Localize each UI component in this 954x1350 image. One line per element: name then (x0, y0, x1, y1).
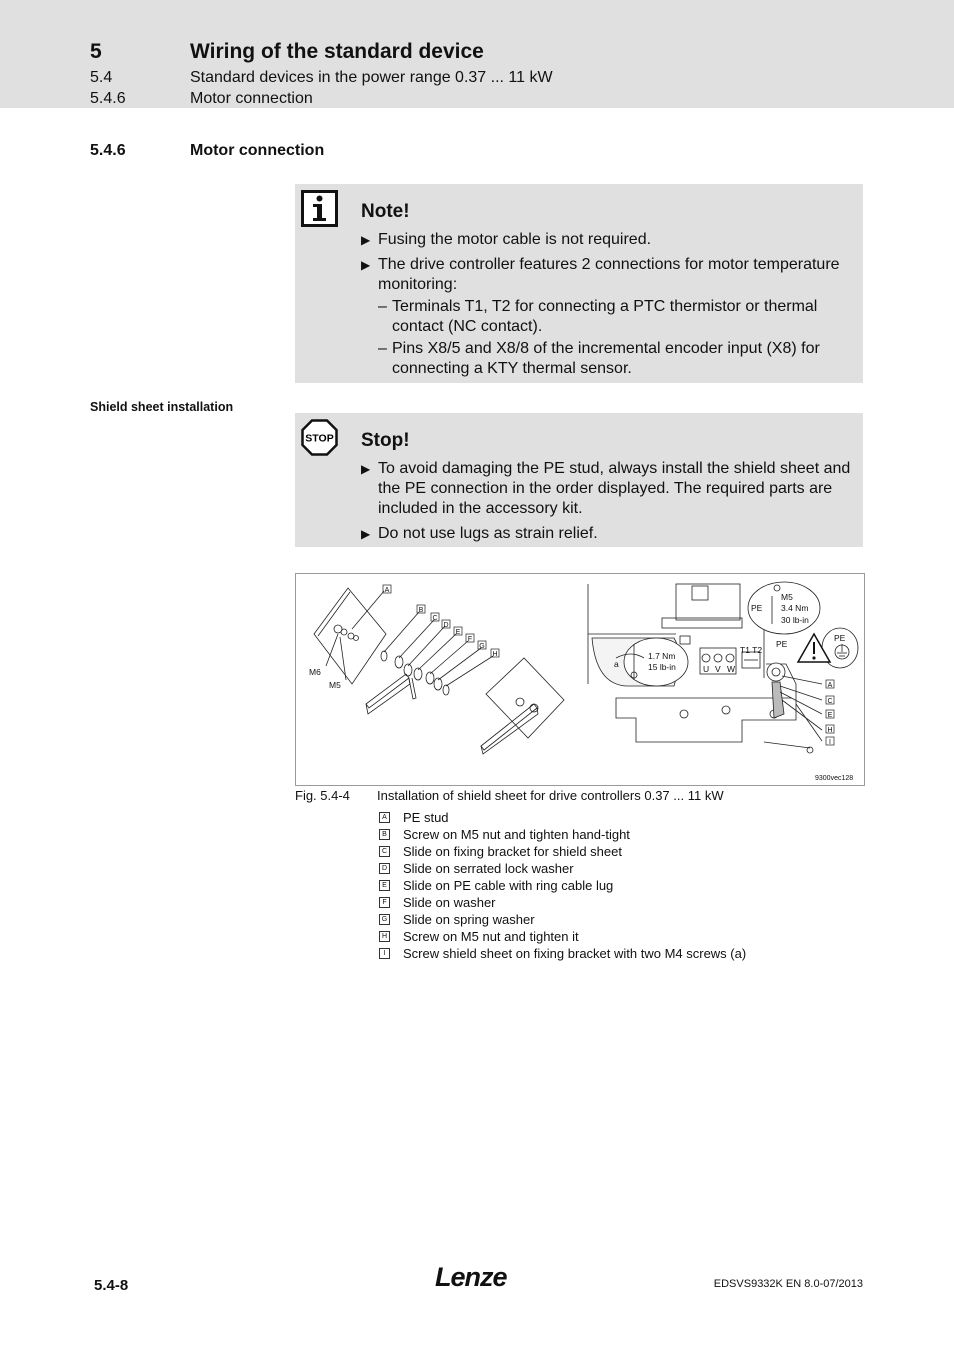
fig-letter: A (384, 587, 390, 594)
figure-caption (295, 788, 724, 803)
fig-letter: A (827, 682, 833, 689)
chapter-heading (90, 40, 484, 64)
chapter-title: Wiring of the standard device (190, 40, 484, 63)
legend-text: Screw shield sheet on fixing bracket with two M4 screws (a) (403, 946, 747, 961)
note-title: Note! (361, 201, 410, 222)
figure-legend (379, 809, 746, 962)
subsection-number: 5.4.6 (90, 90, 126, 107)
section-number: 5.4 (90, 69, 113, 86)
legend-item (379, 809, 746, 826)
legend-letter: F (379, 897, 390, 908)
note-bullet-text: The drive controller features 2 connections for motor temperature monitoring: (378, 256, 840, 293)
legend-letter: B (379, 829, 390, 840)
section-title-heading (90, 142, 324, 160)
bullet-arrow-icon: ▶ (361, 258, 371, 272)
page-number: 5.4-8 (94, 1277, 129, 1294)
stop-bullet-text: To avoid damaging the PE stud, always install the shield sheet and the PE connection in the order displayed. The required parts are included in the accessory kit. (378, 460, 851, 517)
fig-label-pe: PE (834, 633, 846, 643)
shield-installation-figure (295, 573, 865, 786)
device-terminal-view (588, 582, 858, 753)
document-reference: EDSVS9332K EN 8.0-07/2013 (713, 1278, 863, 1290)
chapter-number: 5 (90, 40, 102, 63)
fig-letter: D (443, 622, 449, 629)
legend-item (379, 843, 746, 860)
fig-letter: B (418, 607, 424, 614)
legend-letter: D (379, 863, 390, 874)
legend-letter: H (379, 931, 390, 942)
legend-text: Slide on serrated lock washer (403, 861, 574, 876)
bullet-arrow-icon: ▶ (361, 527, 371, 541)
stop-bullet-text: Do not use lugs as strain relief. (378, 525, 598, 542)
fig-letter: H (827, 727, 833, 734)
subsection-title: Motor connection (190, 90, 313, 107)
note-bullet (361, 255, 857, 379)
legend-letter: I (379, 948, 390, 959)
legend-text: Slide on fixing bracket for shield sheet (403, 844, 622, 859)
brand-logo: Lenze (435, 1262, 507, 1292)
note-list (361, 230, 857, 384)
note-bullet-text: Fusing the motor cable is not required. (378, 231, 652, 248)
stop-sign-label: STOP (305, 432, 334, 445)
note-bullet (361, 230, 857, 250)
fig-label-pe: PE (776, 639, 788, 649)
stop-list (361, 459, 857, 549)
fig-label-m6: M6 (309, 667, 321, 677)
fig-label-v: V (715, 664, 721, 674)
figure-code: 9300vec128 (815, 775, 854, 782)
side-label: Shield sheet installation (90, 400, 234, 414)
figure-caption-text: Installation of shield sheet for drive controllers 0.37 ... 11 kW (377, 788, 724, 803)
stop-box (295, 413, 863, 547)
figure-number: Fig. 5.4-4 (295, 788, 350, 803)
fig-letter: F (467, 636, 473, 643)
page-header (0, 0, 954, 108)
fig-letter: G (479, 643, 485, 650)
fig-label-t1t2: T1 T2 (740, 645, 763, 655)
legend-letter: A (379, 812, 390, 823)
fig-letter: E (455, 629, 461, 636)
legend-item (379, 826, 746, 843)
fig-label-w: W (727, 664, 736, 674)
fig-letter: C (432, 615, 438, 622)
fig-letter: I (829, 739, 831, 746)
legend-item (379, 911, 746, 928)
section-title-text: Motor connection (190, 142, 325, 159)
note-subitem: – Pins X8/5 and X8/8 of the incremental encoder input (X8) for connecting a KTY thermal sensor. (378, 340, 820, 377)
fig-label-u: U (703, 664, 710, 674)
note-subitem: – Terminals T1, T2 for connecting a PTC thermistor or thermal contact (NC contact). (378, 298, 818, 335)
fig-torque1-nm: 1.7 Nm (648, 651, 676, 661)
fig-torque2-nm: 3.4 Nm (781, 603, 809, 613)
fig-torque2-thread: M5 (781, 592, 793, 602)
legend-letter: G (379, 914, 390, 925)
fig-letter: E (827, 712, 833, 719)
fig-torque1-lb: 15 lb-in (648, 662, 676, 672)
legend-text: PE stud (403, 810, 449, 825)
section-heading (90, 69, 553, 87)
legend-text: Slide on spring washer (403, 912, 535, 927)
stop-title: Stop! (361, 430, 410, 451)
info-icon (301, 190, 338, 232)
fig-label-a: a (614, 659, 619, 669)
legend-letter: E (379, 880, 390, 891)
legend-item (379, 877, 746, 894)
section-title: Standard devices in the power range 0.37 ... 11 kW (190, 69, 553, 86)
fig-letter: C (827, 698, 833, 705)
fig-torque2-lb: 30 lb-in (781, 615, 809, 625)
legend-item (379, 894, 746, 911)
legend-text: Screw on M5 nut and tighten it (403, 929, 579, 944)
note-subitem-text: Pins X8/5 and X8/8 of the incremental encoder input (X8) for connecting a KTY thermal sensor. (392, 340, 820, 377)
legend-item (379, 928, 746, 945)
stop-sign-icon (301, 419, 338, 461)
figure-drawing (296, 574, 864, 785)
subsection-heading (90, 90, 313, 108)
stop-bullet (361, 524, 857, 544)
legend-item (379, 945, 746, 962)
fig-label-pe: PE (751, 603, 763, 613)
note-box (295, 184, 863, 383)
legend-text: Slide on PE cable with ring cable lug (403, 878, 614, 893)
bullet-arrow-icon: ▶ (361, 233, 371, 247)
legend-text: Slide on washer (403, 895, 496, 910)
legend-item (379, 860, 746, 877)
legend-letter: C (379, 846, 390, 857)
legend-text: Screw on M5 nut and tighten hand-tight (403, 827, 630, 842)
fig-letter: H (492, 651, 498, 658)
fig-label-m5: M5 (329, 680, 341, 690)
note-subitem-text: Terminals T1, T2 for connecting a PTC thermistor or thermal contact (NC contact). (392, 298, 818, 335)
section-title-number: 5.4.6 (90, 142, 126, 159)
bullet-arrow-icon: ▶ (361, 462, 371, 476)
stop-bullet (361, 459, 857, 519)
